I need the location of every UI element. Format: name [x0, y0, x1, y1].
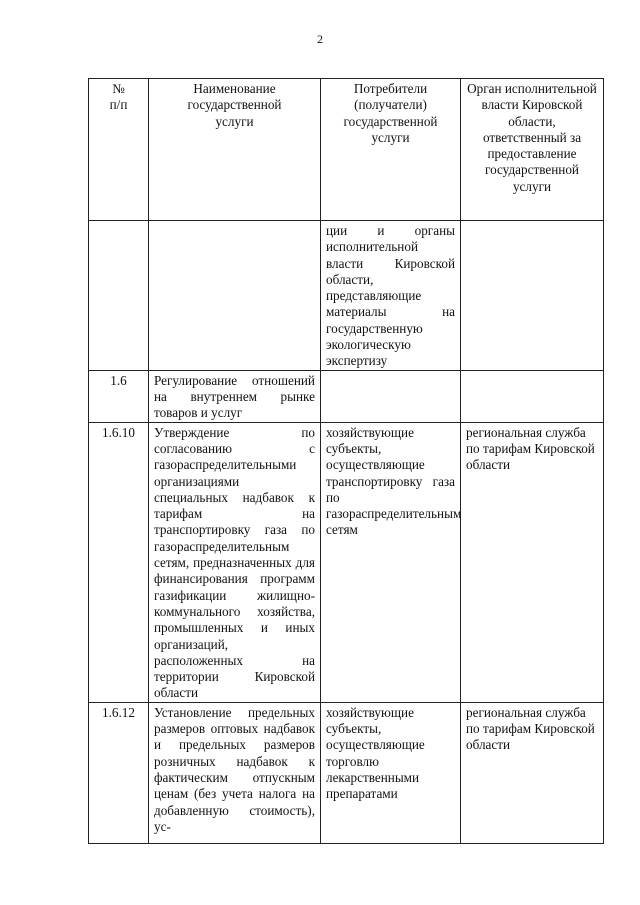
- table-row: [89, 422, 604, 702]
- row-consumers: хозяйствующие субъекты, осуществляющие транспортировку газа по газораспределительным сетям: [321, 422, 461, 702]
- row-number: 1.6: [89, 370, 149, 422]
- table-row: [89, 370, 604, 422]
- row-number: 1.6.12: [89, 702, 149, 843]
- row-service-name: Утверждение по согласованию с газораспределительными организациями специальных надбавок к тарифам на транспортировку газа по газораспределительным сетям, предназначенных для финансирования программ газификации жилищно-коммунального хозяйства, промышленных и иных организаций, расположенных на территории Кировской области: [149, 422, 321, 702]
- row-authority: [461, 221, 604, 371]
- row-service-name: Установление предельных размеров оптовых надбавок и предельных размеров розничных надбавок к фактическим отпускным ценам (без учета налога на добавленную стоимость), ус-: [149, 702, 321, 843]
- table-row: [89, 702, 604, 843]
- header-service-name: Наименование государственной услуги: [149, 79, 321, 221]
- table-row: [89, 221, 604, 371]
- page-number: 2: [317, 32, 323, 46]
- row-authority: региональная служба по тарифам Кировской области: [461, 422, 604, 702]
- header-consumers: Потребители (получатели) государственной услуги: [321, 79, 461, 221]
- services-table: [88, 78, 604, 844]
- header-authority: Орган исполнительной власти Кировской области, ответственный за предоставление государственной услуги: [461, 79, 604, 221]
- table-header-row: [89, 79, 604, 221]
- row-consumers: хозяйствующие субъекты, осуществляющие торговлю лекарственными препаратами: [321, 702, 461, 843]
- row-service-name: [149, 221, 321, 371]
- row-consumers: ции и органы исполнительной власти Кировской области, представляющие материалы на государственную экологическую экспертизу: [321, 221, 461, 371]
- row-number: [89, 221, 149, 371]
- row-authority: [461, 370, 604, 422]
- row-number: 1.6.10: [89, 422, 149, 702]
- row-service-name: Регулирование отношений на внутреннем рынке товаров и услуг: [149, 370, 321, 422]
- row-authority: региональная служба по тарифам Кировской области: [461, 702, 604, 843]
- header-number: № п/п: [89, 79, 149, 221]
- row-consumers: [321, 370, 461, 422]
